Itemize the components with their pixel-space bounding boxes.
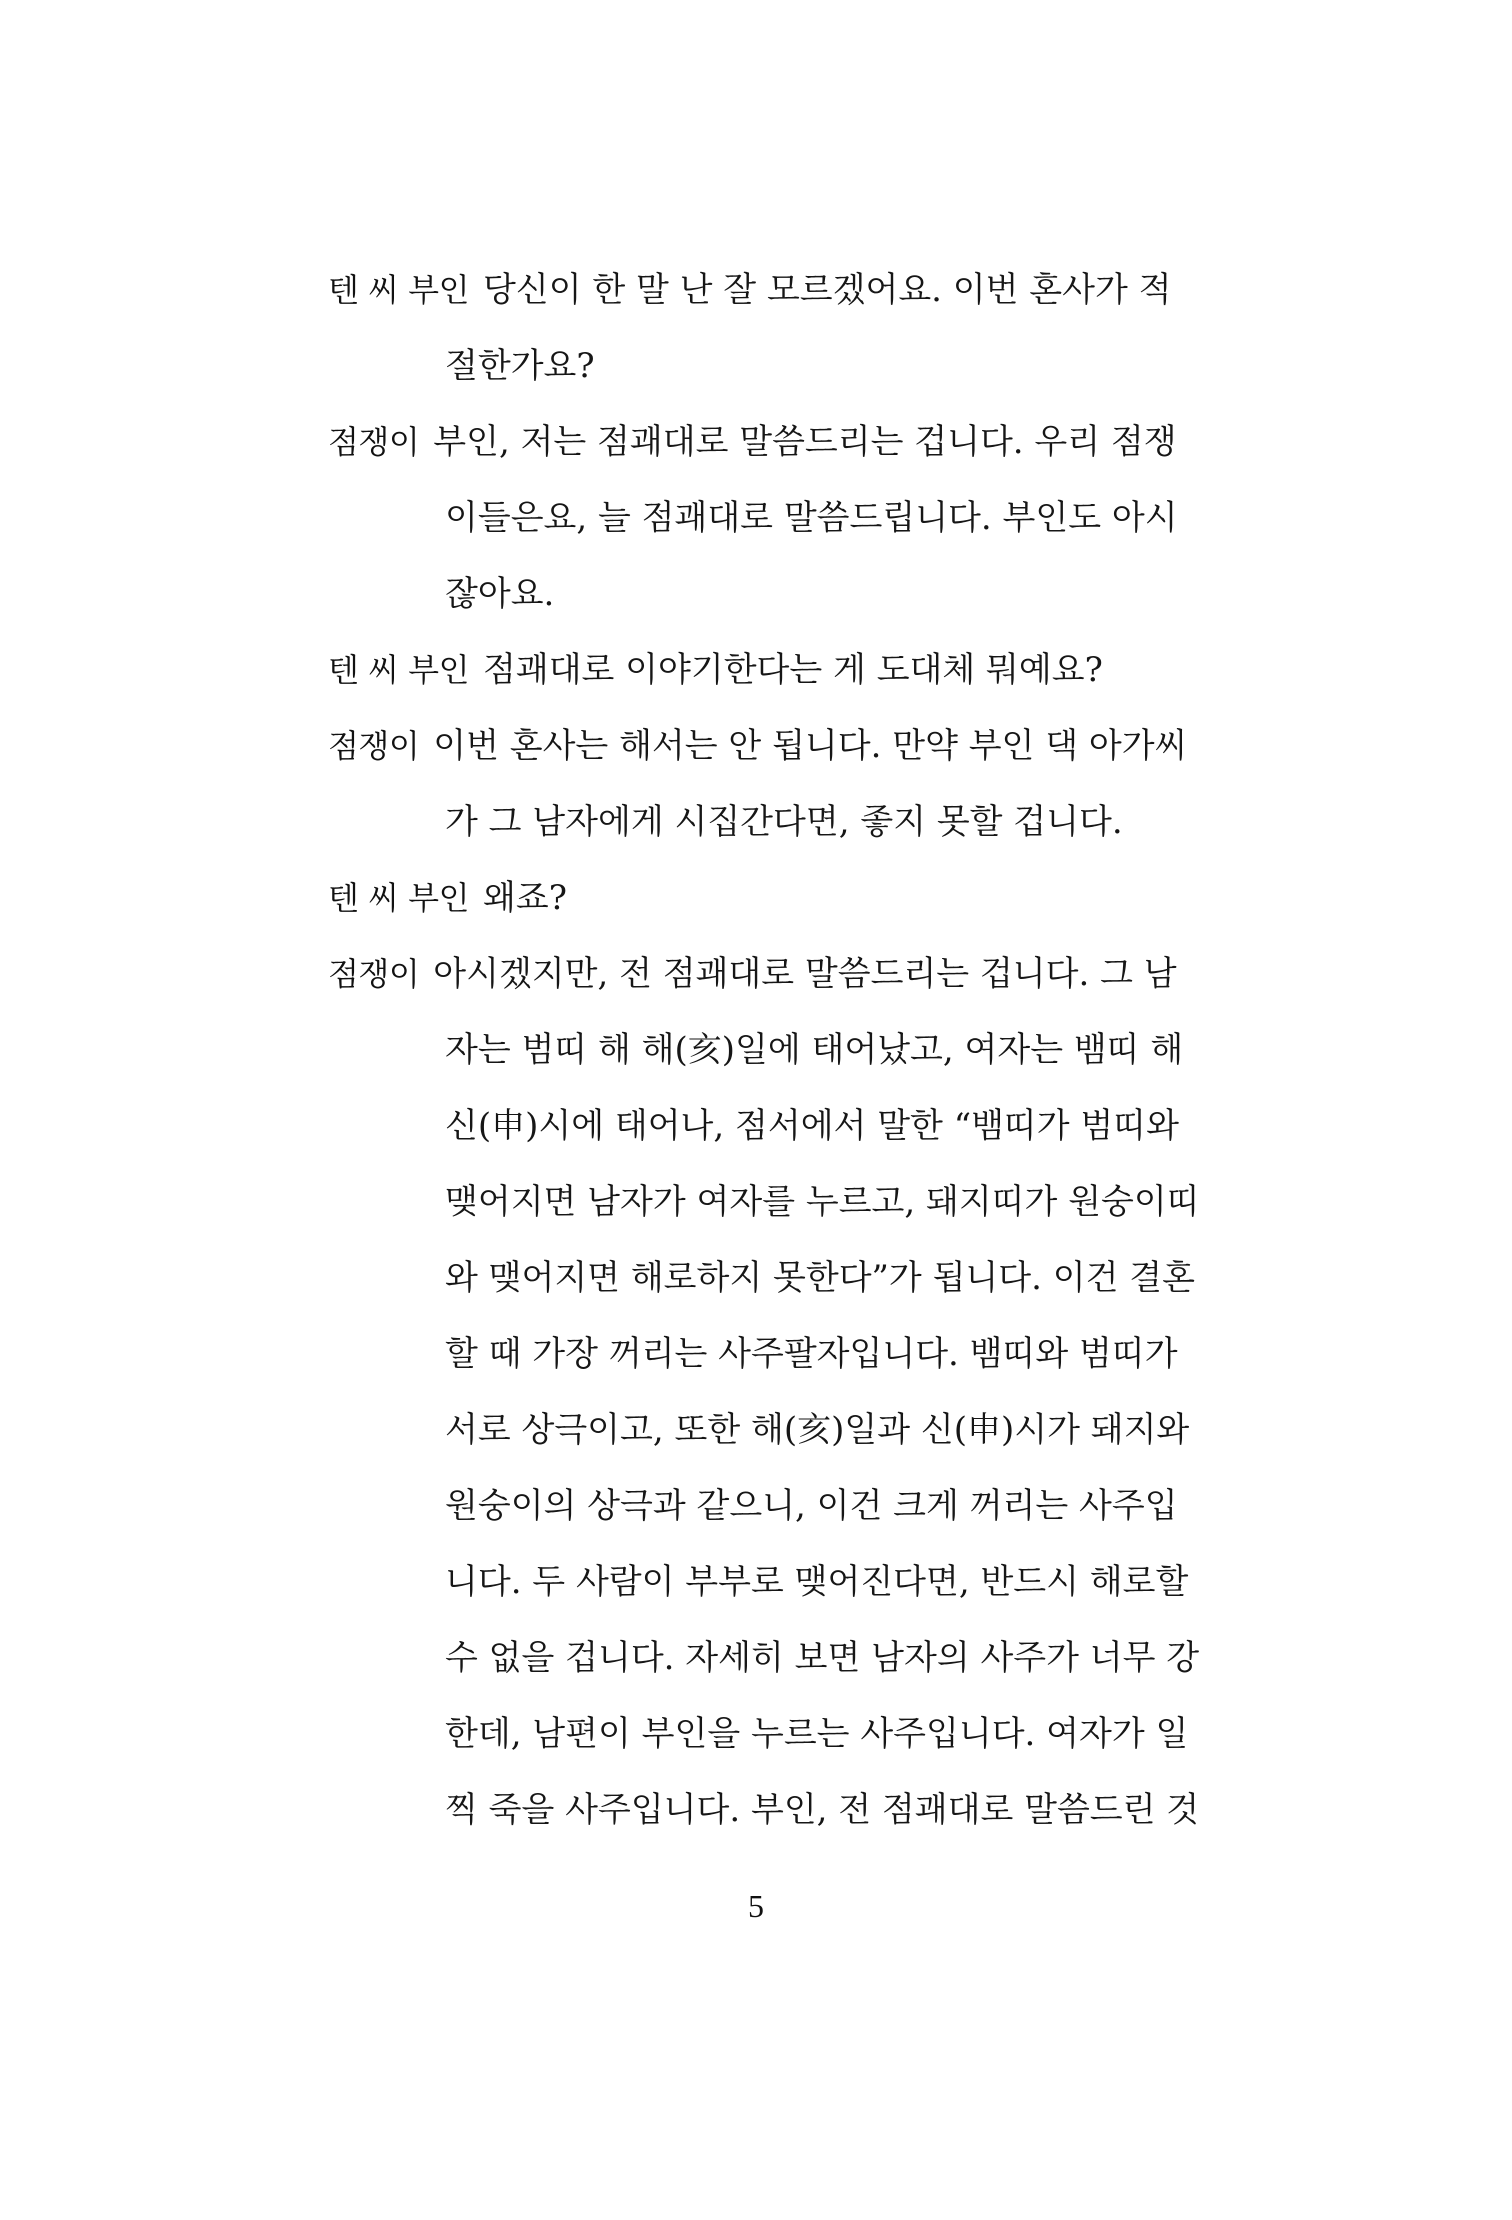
dialogue-continuation [328,784,1268,860]
speech-text: 한데, 남편이 부인을 누르는 사주입니다. 여자가 일 [445,1714,1189,1754]
dialogue-continuation [328,1012,1268,1088]
speaker-name: 점쟁이 [328,727,420,765]
speech-text: 와 맺어지면 해로하지 못한다”가 됩니다. 이건 결혼 [445,1258,1195,1298]
dialogue-continuation [328,1088,1268,1164]
speech-text: 원숭이의 상극과 같으니, 이건 크게 꺼리는 사주입 [445,1486,1178,1526]
dialogue-continuation [328,556,1268,632]
speaker-name: 텐 씨 부인 [328,651,469,689]
dialogue-continuation [328,328,1268,404]
dialogue-continuation [328,1772,1268,1848]
speech-text: 할 때 가장 꺼리는 사주팔자입니다. 뱀띠와 범띠가 [445,1334,1178,1374]
dialogue-continuation [328,1468,1268,1544]
speech-text: 수 없을 겁니다. 자세히 보면 남자의 사주가 너무 강 [445,1638,1200,1678]
speech-text: 이들은요, 늘 점괘대로 말씀드립니다. 부인도 아시 [445,498,1178,538]
speech-text: 절한가요? [445,346,595,386]
speech-text: 왜죠? [483,878,567,918]
dialogue-line [328,708,1268,784]
speaker-name: 텐 씨 부인 [328,879,469,917]
dialogue-continuation [328,1544,1268,1620]
speech-text: 잖아요. [445,574,555,614]
speech-text: 찍 죽을 사주입니다. 부인, 전 점괘대로 말씀드린 것 [445,1790,1200,1830]
speaker-name: 텐 씨 부인 [328,271,469,309]
speech-text: 서로 상극이고, 또한 해(亥)일과 신(申)시가 돼지와 [445,1410,1190,1450]
dialogue-continuation [328,1620,1268,1696]
dialogue-continuation [328,1164,1268,1240]
dialogue-line [328,252,1268,328]
dialogue-continuation [328,1316,1268,1392]
dialogue-line [328,404,1268,480]
dialogue-continuation [328,1392,1268,1468]
speech-text: 자는 범띠 해 해(亥)일에 태어났고, 여자는 뱀띠 해 [445,1030,1184,1070]
page-number: 5 [748,1888,764,1924]
dialogue-line [328,632,1268,708]
dialogue-line [328,860,1268,936]
speech-text: 아시겠지만, 전 점괘대로 말씀드리는 겁니다. 그 남 [433,954,1177,994]
speech-text: 점괘대로 이야기한다는 게 도대체 뭐예요? [483,650,1103,690]
speech-text: 맺어지면 남자가 여자를 누르고, 돼지띠가 원숭이띠 [445,1182,1200,1222]
dialogue-continuation [328,1240,1268,1316]
speech-text: 가 그 남자에게 시집간다면, 좋지 못할 겁니다. [445,802,1123,842]
speech-text: 니다. 두 사람이 부부로 맺어진다면, 반드시 해로할 [445,1562,1189,1602]
dialogue-line [328,936,1268,1012]
speech-text: 신(申)시에 태어나, 점서에서 말한 “뱀띠가 범띠와 [445,1106,1179,1146]
speech-text: 이번 혼사는 해서는 안 됩니다. 만약 부인 댁 아가씨 [433,726,1188,766]
dialogue-continuation [328,480,1268,556]
speaker-name: 점쟁이 [328,955,420,993]
speech-text: 당신이 한 말 난 잘 모르겠어요. 이번 혼사가 적 [483,270,1172,310]
dialogue-continuation [328,1696,1268,1772]
speech-text: 부인, 저는 점괘대로 말씀드리는 겁니다. 우리 점쟁 [433,422,1177,462]
speaker-name: 점쟁이 [328,423,420,461]
play-script [328,252,1268,1848]
